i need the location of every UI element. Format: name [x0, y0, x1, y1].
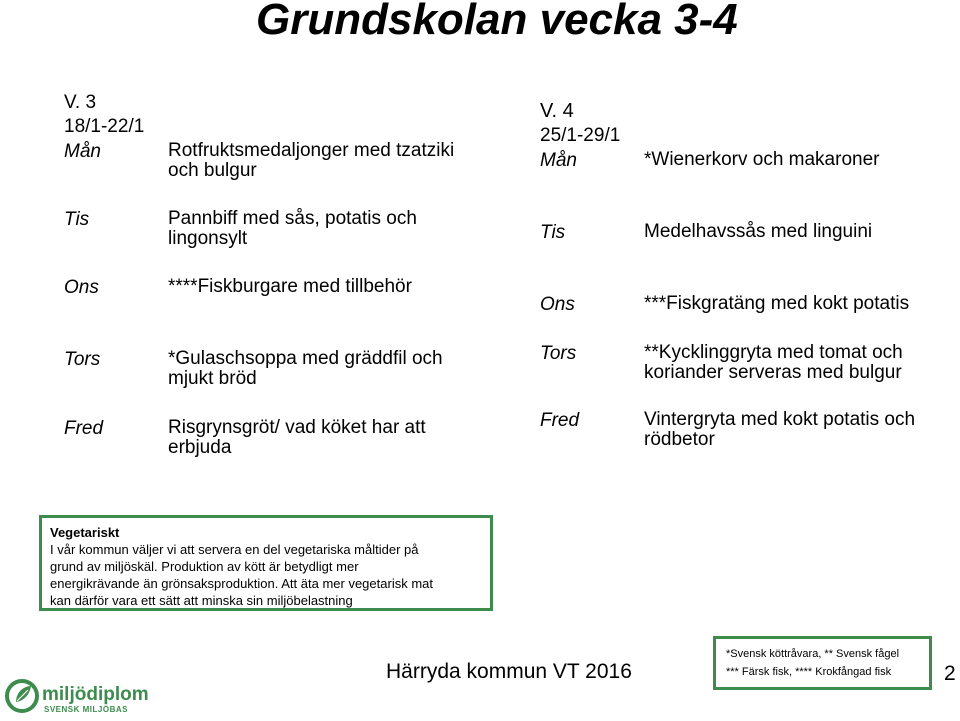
vegetarian-heading: Vegetariskt: [50, 525, 120, 540]
legend-box: [713, 636, 932, 690]
page-title: Grundskolan vecka 3-4: [256, 0, 738, 44]
week2-dish-fri: Vintergryta med kokt potatis och rödbetor: [644, 409, 916, 450]
week2-dish-mon: *Wienerkorv och makaroner: [644, 149, 880, 170]
page-number: 2: [944, 662, 956, 685]
week2-day-fri: Fred: [540, 410, 580, 431]
week2-day-mon: Mån: [540, 150, 577, 171]
vegetarian-line: I vår kommun väljer vi att servera en del vegetariska måltider på: [50, 542, 419, 557]
logo-sub: SVENSK MILJÖBAS: [44, 705, 128, 714]
week1-dish-tue: Pannbiff med sås, potatis och lingonsylt: [168, 208, 417, 249]
week1-day-thu: Tors: [64, 349, 101, 370]
week2-dish-wed: ***Fiskgratäng med kokt potatis: [644, 293, 910, 314]
week2-day-thu: Tors: [540, 343, 577, 364]
week1-day-mon: Mån: [64, 141, 101, 162]
vegetarian-line: grund av miljöskäl. Produktion av kött är betydligt mer: [50, 559, 359, 574]
miljodiplom-logo: [4, 676, 184, 716]
week2-dates: 25/1-29/1: [540, 125, 621, 146]
legend-line-1: *Svensk köttråvara, ** Svensk fågel: [726, 648, 900, 660]
week1-dish-wed: ****Fiskburgare med tillbehör: [168, 276, 412, 297]
week1-day-fri: Fred: [64, 418, 104, 439]
leaf-icon: [4, 676, 184, 716]
week1-dish-fri: Risgrynsgröt/ vad köket har att erbjuda: [168, 417, 426, 458]
week1-dates: 18/1-22/1: [64, 116, 145, 137]
week2-day-tue: Tis: [540, 222, 566, 243]
vegetarian-line: energikrävande än grönsaksproduktion. Att äta mer vegetarisk mat: [50, 576, 433, 591]
footer-text: Härryda kommun VT 2016: [386, 660, 632, 683]
week1-day-wed: Ons: [64, 277, 99, 298]
week2-dish-tue: Medelhavssås med linguini: [644, 221, 873, 242]
legend-line-2: *** Färsk fisk, **** Krokfångad fisk: [726, 666, 892, 678]
vegetarian-info-box: [39, 515, 493, 611]
week1-day-tue: Tis: [64, 209, 90, 230]
week1-dish-mon: Rotfruktsmedaljonger med tzatziki och bulgur: [168, 140, 455, 181]
vegetarian-line: kan därför vara ett sätt att minska sin miljöbelastning: [50, 593, 353, 608]
week2-label: V. 4: [540, 100, 574, 122]
logo-name: miljödiplom: [42, 684, 149, 705]
week1-dish-thu: *Gulaschsoppa med gräddfil och mjukt bröd: [168, 348, 443, 389]
week2-dish-thu: **Kycklinggryta med tomat och koriander serveras med bulgur: [644, 342, 903, 383]
week1-label: V. 3: [64, 92, 97, 113]
week2-day-wed: Ons: [540, 294, 575, 315]
